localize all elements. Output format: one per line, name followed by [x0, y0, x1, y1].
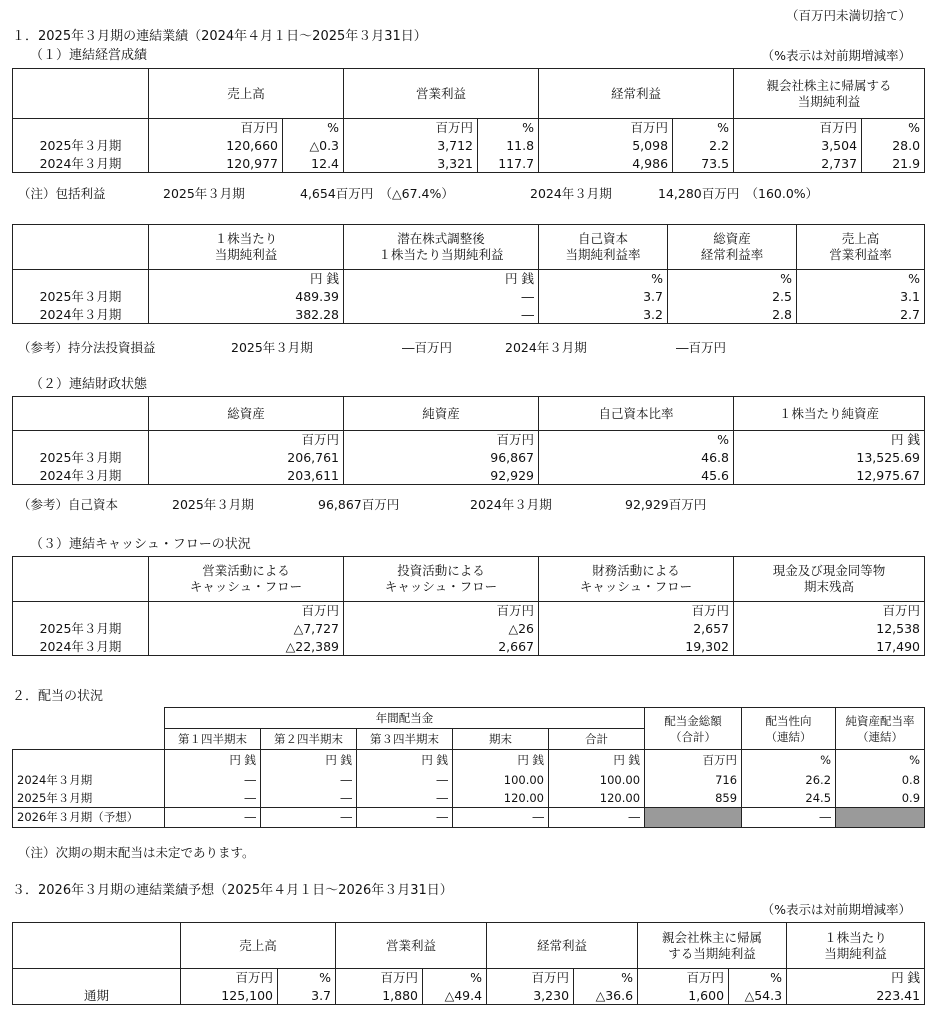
- header-margin: 売上高 営業利益率: [797, 225, 925, 270]
- footnote-value: 4,654百万円 （△67.4%）: [300, 186, 454, 201]
- row-label: 2024年３月期: [13, 155, 149, 173]
- shaded-cell: [645, 808, 742, 828]
- value-cell: 2.8: [668, 306, 797, 324]
- value-cell: 3.7: [539, 288, 668, 306]
- value-cell: ―: [261, 772, 357, 790]
- value-cell: 96,867: [344, 449, 539, 467]
- footnote-value: 96,867百万円: [318, 497, 400, 512]
- value-cell: 100.00: [549, 772, 645, 790]
- value-cell: ―: [165, 772, 261, 790]
- value-cell: 45.6: [539, 467, 734, 485]
- unit-cell: %: [539, 270, 668, 288]
- value-cell: 24.5: [742, 790, 836, 808]
- header-operating-cf: 営業活動による キャッシュ・フロー: [149, 557, 344, 602]
- value-cell: 100.00: [453, 772, 549, 790]
- header-investing-cf: 投資活動による キャッシュ・フロー: [344, 557, 539, 602]
- value-cell: 3.7: [278, 987, 336, 1005]
- value-cell: 1,600: [638, 987, 729, 1005]
- unit-cell: 百万円: [344, 119, 478, 137]
- unit-cell: 百万円: [734, 602, 925, 620]
- unit-cell: 百万円: [487, 969, 574, 987]
- unit-cell: %: [836, 750, 925, 772]
- header-q3: 第３四半期末: [357, 729, 453, 750]
- table-row: [13, 449, 925, 467]
- row-label: 2025年３月期: [13, 620, 149, 638]
- unit-cell: 百万円: [149, 602, 344, 620]
- value-cell: 3.2: [539, 306, 668, 324]
- row-label: 2025年３月期: [13, 449, 149, 467]
- section1-2-title: （２）連結財政状態: [30, 377, 148, 392]
- value-cell: △54.3: [729, 987, 787, 1005]
- value-cell: 2,657: [539, 620, 734, 638]
- table-row: [13, 137, 925, 155]
- value-cell: ―: [261, 808, 357, 828]
- footnote-period: 2025年３月期: [163, 186, 245, 201]
- value-cell: 73.5: [673, 155, 734, 173]
- value-cell: 120,660: [149, 137, 283, 155]
- unit-cell: 百万円: [336, 969, 423, 987]
- value-cell: 26.2: [742, 772, 836, 790]
- value-cell: 4,986: [539, 155, 673, 173]
- value-cell: 120.00: [549, 790, 645, 808]
- unit-cell: 円 銭: [549, 750, 645, 772]
- unit-cell: %: [574, 969, 638, 987]
- value-cell: ―: [344, 306, 539, 324]
- value-cell: 28.0: [862, 137, 925, 155]
- section3-title: ３．2026年３月期の連結業績予想（2025年４月１日～2026年３月31日）: [12, 883, 453, 898]
- header-financing-cf: 財務活動による キャッシュ・フロー: [539, 557, 734, 602]
- dividend-footnote: （注）次期の期末配当は未定であります。: [18, 845, 255, 860]
- value-cell: ―: [357, 790, 453, 808]
- section1-1-title: （１）連結経営成績: [30, 48, 148, 63]
- value-cell: 12,975.67: [734, 467, 925, 485]
- value-cell: 11.8: [478, 137, 539, 155]
- value-cell: 206,761: [149, 449, 344, 467]
- value-cell: △22,389: [149, 638, 344, 656]
- unit-cell: %: [673, 119, 734, 137]
- value-cell: △26: [344, 620, 539, 638]
- unit-cell: %: [729, 969, 787, 987]
- header-eps: １株当たり 当期純利益: [787, 923, 925, 969]
- table-row: [13, 638, 925, 656]
- header-net-income: 親会社株主に帰属 する当期純利益: [638, 923, 787, 969]
- header-q1: 第１四半期末: [165, 729, 261, 750]
- value-cell: 120,977: [149, 155, 283, 173]
- footnote-value: ―百万円: [676, 340, 727, 355]
- row-label: 2025年３月期: [13, 288, 149, 306]
- value-cell: ―: [549, 808, 645, 828]
- value-cell: ―: [453, 808, 549, 828]
- table-row: [13, 306, 925, 324]
- section1-1-note: （%表示は対前期増減率）: [761, 48, 911, 63]
- value-cell: ―: [165, 790, 261, 808]
- footnote-period: 2025年３月期: [231, 340, 313, 355]
- equity-method-label: （参考）持分法投資損益: [18, 340, 156, 355]
- header-payout-ratio: 配当性向 （連結）: [742, 708, 836, 750]
- unit-cell: 円 銭: [261, 750, 357, 772]
- header-roa: 総資産 経常利益率: [668, 225, 797, 270]
- table-row: [13, 808, 925, 828]
- header-year-end: 期末: [453, 729, 549, 750]
- unit-cell: %: [742, 750, 836, 772]
- unit-cell: %: [283, 119, 344, 137]
- value-cell: 2,737: [734, 155, 862, 173]
- row-label: 2024年３月期: [13, 467, 149, 485]
- header-doe: 純資産配当率 （連結）: [836, 708, 925, 750]
- header-total-assets: 総資産: [149, 397, 344, 431]
- unit-cell: 百万円: [344, 431, 539, 449]
- header-cash-end: 現金及び現金同等物 期末残高: [734, 557, 925, 602]
- value-cell: 223.41: [787, 987, 925, 1005]
- row-label: 2024年３月期: [13, 306, 149, 324]
- section1-title: １．2025年３月期の連結業績（2024年４月１日～2025年３月31日）: [12, 29, 427, 44]
- header-equity-ratio: 自己資本比率: [539, 397, 734, 431]
- row-label: 2025年３月期: [13, 790, 165, 808]
- header-ordinary-income: 経常利益: [487, 923, 638, 969]
- unit-cell: 百万円: [539, 602, 734, 620]
- financial-position-table: [12, 396, 925, 485]
- value-cell: 46.8: [539, 449, 734, 467]
- unit-cell: 百万円: [149, 431, 344, 449]
- value-cell: 489.39: [149, 288, 344, 306]
- section2-title: ２．配当の状況: [12, 689, 104, 704]
- operating-results-body: [13, 119, 925, 173]
- value-cell: 3,321: [344, 155, 478, 173]
- unit-cell: 百万円: [645, 750, 742, 772]
- footnote-value: 14,280百万円 （160.0%）: [658, 186, 819, 201]
- unit-cell: %: [862, 119, 925, 137]
- row-label: 2024年３月期: [13, 638, 149, 656]
- forecast-table: [12, 922, 925, 1005]
- unit-cell: %: [278, 969, 336, 987]
- footnote-period: 2024年３月期: [470, 497, 552, 512]
- header-sales: 売上高: [149, 69, 344, 119]
- unit-cell: 円 銭: [165, 750, 261, 772]
- value-cell: 3.1: [797, 288, 925, 306]
- header-annual-dividend: 年間配当金: [165, 708, 645, 729]
- unit-cell: 百万円: [539, 119, 673, 137]
- unit-cell: %: [423, 969, 487, 987]
- unit-cell: 百万円: [344, 602, 539, 620]
- value-cell: △7,727: [149, 620, 344, 638]
- row-label: 2024年３月期: [13, 772, 165, 790]
- dividend-table: [12, 707, 925, 828]
- footnote-value: 92,929百万円: [625, 497, 707, 512]
- unit-cell: 円 銭: [734, 431, 925, 449]
- header-eps: １株当たり 当期純利益: [149, 225, 344, 270]
- value-cell: 2,667: [344, 638, 539, 656]
- value-cell: 125,100: [181, 987, 278, 1005]
- value-cell: 0.8: [836, 772, 925, 790]
- unit-cell: 円 銭: [149, 270, 344, 288]
- header-q2: 第２四半期末: [261, 729, 357, 750]
- value-cell: 12,538: [734, 620, 925, 638]
- value-cell: 5,098: [539, 137, 673, 155]
- table-row: [13, 772, 925, 790]
- value-cell: 117.7: [478, 155, 539, 173]
- table-row: [13, 987, 925, 1005]
- row-label: 通期: [13, 987, 181, 1005]
- value-cell: ―: [344, 288, 539, 306]
- shaded-cell: [836, 808, 925, 828]
- row-label: 2026年３月期（予想）: [13, 808, 165, 828]
- header-bps: １株当たり純資産: [734, 397, 925, 431]
- cash-flow-table: [12, 556, 925, 656]
- unit-cell: 円 銭: [357, 750, 453, 772]
- header-total-dividend: 配当金総額 （合計）: [645, 708, 742, 750]
- header-operating-income: 営業利益: [344, 69, 539, 119]
- value-cell: 203,611: [149, 467, 344, 485]
- unit-cell: %: [478, 119, 539, 137]
- value-cell: 716: [645, 772, 742, 790]
- header-diluted-eps: 潜在株式調整後 １株当たり当期純利益: [344, 225, 539, 270]
- unit-cell: %: [668, 270, 797, 288]
- value-cell: 19,302: [539, 638, 734, 656]
- header-net-assets: 純資産: [344, 397, 539, 431]
- header-net-income: 親会社株主に帰属する 当期純利益: [734, 69, 925, 119]
- table-row: [13, 155, 925, 173]
- value-cell: ―: [165, 808, 261, 828]
- unit-note: （百万円未満切捨て）: [785, 8, 911, 23]
- table-row: [13, 620, 925, 638]
- unit-cell: 円 銭: [787, 969, 925, 987]
- unit-cell: 円 銭: [344, 270, 539, 288]
- unit-cell: 百万円: [149, 119, 283, 137]
- value-cell: 382.28: [149, 306, 344, 324]
- value-cell: ―: [357, 772, 453, 790]
- value-cell: 859: [645, 790, 742, 808]
- footnote-value: ―百万円: [402, 340, 453, 355]
- per-share-table: [12, 224, 925, 324]
- section1-3-title: （３）連結キャッシュ・フローの状況: [30, 537, 251, 552]
- header-blank: [13, 69, 149, 119]
- header-ordinary-income: 経常利益: [539, 69, 734, 119]
- value-cell: 17,490: [734, 638, 925, 656]
- unit-cell: 百万円: [638, 969, 729, 987]
- unit-cell: 百万円: [734, 119, 862, 137]
- table-row: [13, 790, 925, 808]
- value-cell: 0.9: [836, 790, 925, 808]
- footnote-period: 2024年３月期: [505, 340, 587, 355]
- value-cell: △49.4: [423, 987, 487, 1005]
- value-cell: ―: [357, 808, 453, 828]
- unit-cell: %: [539, 431, 734, 449]
- value-cell: △36.6: [574, 987, 638, 1005]
- header-total: 合計: [549, 729, 645, 750]
- value-cell: ―: [742, 808, 836, 828]
- value-cell: 2.2: [673, 137, 734, 155]
- row-label: 2025年３月期: [13, 137, 149, 155]
- value-cell: 120.00: [453, 790, 549, 808]
- value-cell: 1,880: [336, 987, 423, 1005]
- comprehensive-income-label: （注）包括利益: [18, 186, 106, 201]
- header-roe: 自己資本 当期純利益率: [539, 225, 668, 270]
- header-sales: 売上高: [181, 923, 336, 969]
- table-row: [13, 288, 925, 306]
- value-cell: △0.3: [283, 137, 344, 155]
- header-operating-income: 営業利益: [336, 923, 487, 969]
- unit-cell: %: [797, 270, 925, 288]
- value-cell: 2.7: [797, 306, 925, 324]
- operating-results-table: [12, 68, 925, 173]
- value-cell: ―: [261, 790, 357, 808]
- value-cell: 92,929: [344, 467, 539, 485]
- footnote-period: 2025年３月期: [172, 497, 254, 512]
- value-cell: 3,230: [487, 987, 574, 1005]
- unit-cell: 百万円: [181, 969, 278, 987]
- unit-cell: 円 銭: [453, 750, 549, 772]
- equity-capital-label: （参考）自己資本: [18, 497, 119, 512]
- value-cell: 12.4: [283, 155, 344, 173]
- value-cell: 13,525.69: [734, 449, 925, 467]
- section3-note: （%表示は対前期増減率）: [761, 902, 911, 917]
- value-cell: 21.9: [862, 155, 925, 173]
- value-cell: 3,712: [344, 137, 478, 155]
- table-row: [13, 467, 925, 485]
- value-cell: 2.5: [668, 288, 797, 306]
- value-cell: 3,504: [734, 137, 862, 155]
- footnote-period: 2024年３月期: [530, 186, 612, 201]
